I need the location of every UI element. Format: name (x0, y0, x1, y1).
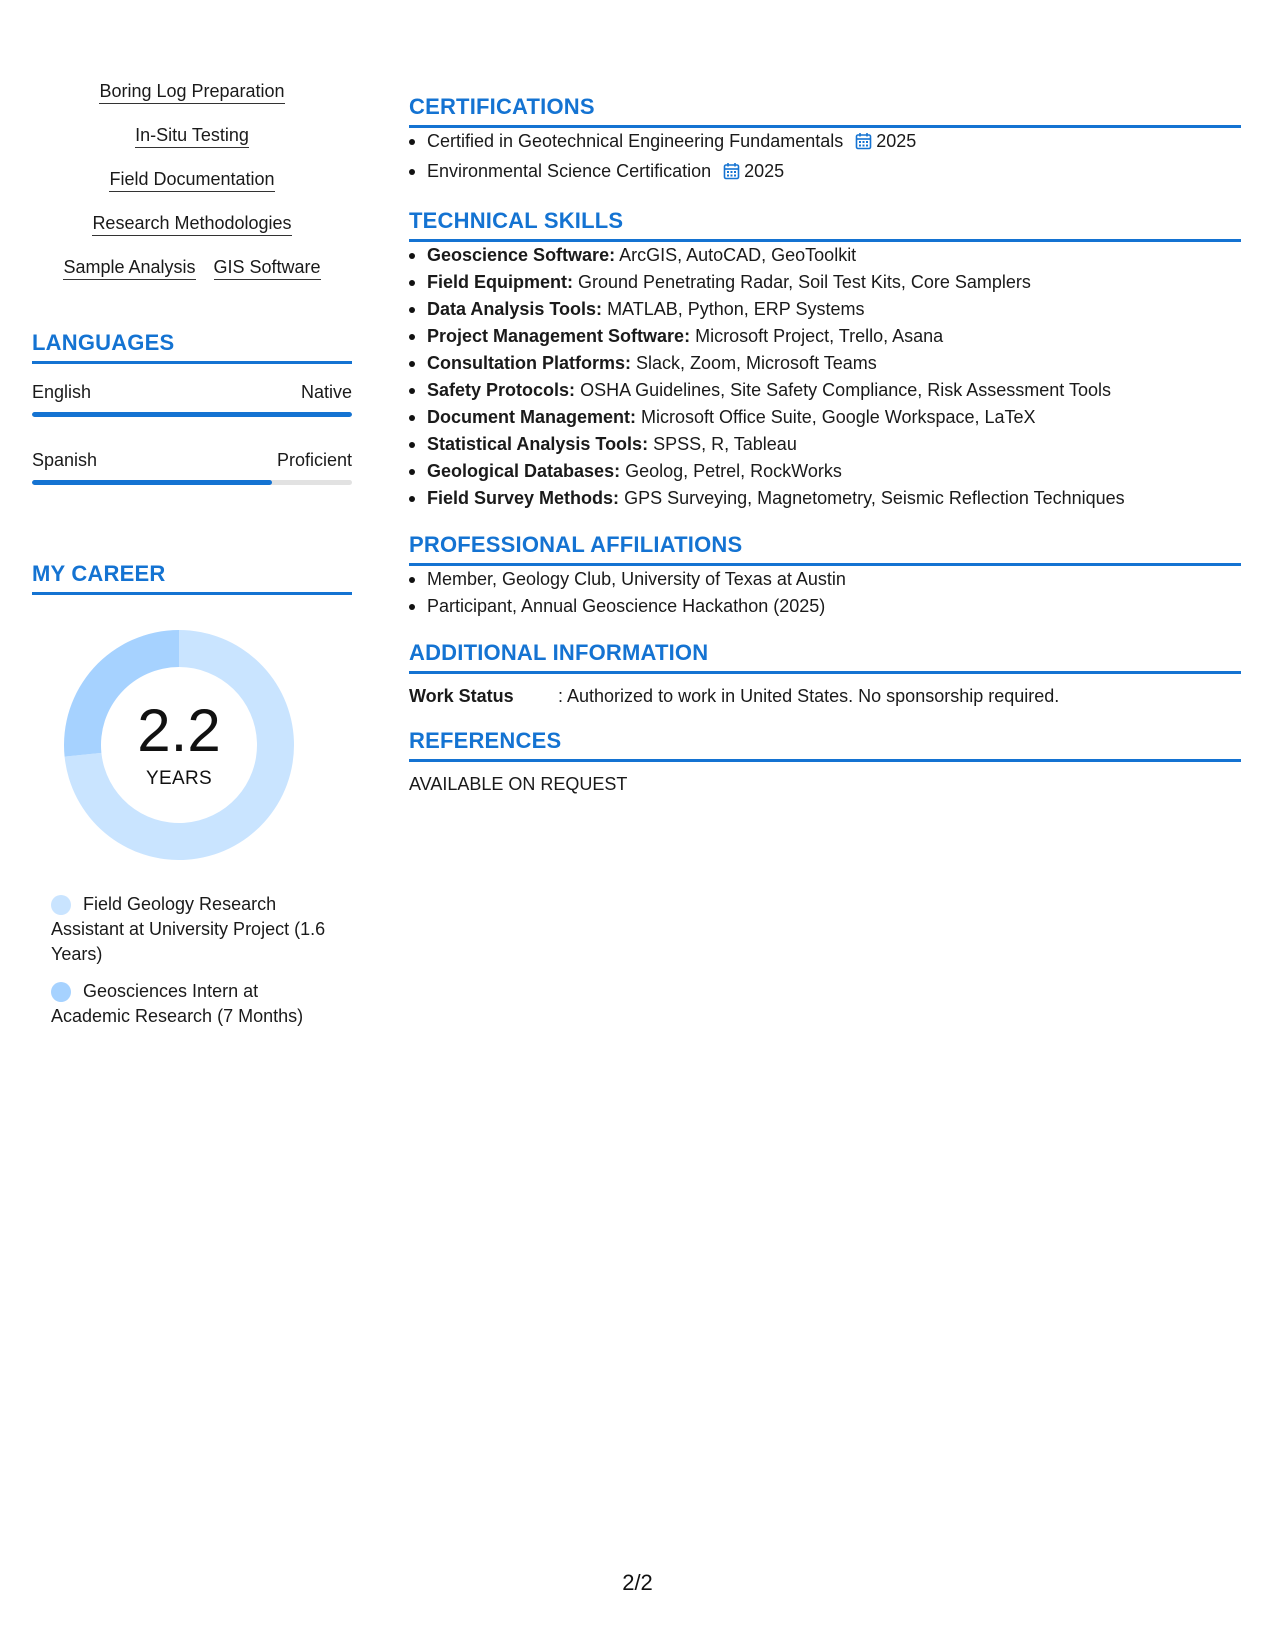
additional-info-title: ADDITIONAL INFORMATION (409, 640, 1241, 674)
skill-values: OSHA Guidelines, Site Safety Compliance, Risk Assessment Tools (580, 380, 1111, 400)
work-status-value: : Authorized to work in United States. No sponsorship required. (558, 686, 1060, 706)
skill-values: MATLAB, Python, ERP Systems (607, 299, 865, 319)
affiliations-list (409, 566, 1241, 620)
affiliations-title: PROFESSIONAL AFFILIATIONS (409, 532, 1241, 566)
skill-tag: Boring Log Preparation (99, 80, 284, 104)
affiliations-section (409, 532, 1241, 620)
skill-values: Slack, Zoom, Microsoft Teams (636, 353, 877, 373)
technical-skill-item (409, 431, 1241, 458)
languages-section (32, 330, 352, 485)
page-number: 2/2 (622, 1570, 653, 1595)
career-title: MY CAREER (32, 561, 352, 595)
technical-skill-item (409, 323, 1241, 350)
career-legend-item (51, 892, 341, 967)
technical-skill-item (409, 242, 1241, 269)
additional-info-section (409, 640, 1241, 708)
skill-category: Geological Databases: (427, 461, 621, 481)
work-status-label: Work Status (409, 686, 514, 706)
affiliation-item: Member, Geology Club, University of Texas at Austin (409, 566, 1241, 593)
skill-category: Field Survey Methods: (427, 488, 620, 508)
language-level-fill (32, 412, 352, 417)
certification-name: Certified in Geotechnical Engineering Fundamentals (427, 131, 844, 151)
skill-category: Document Management: (427, 407, 637, 427)
language-item (32, 381, 352, 417)
skill-category: Safety Protocols: (427, 380, 576, 400)
skill-values: Geolog, Petrel, RockWorks (625, 461, 842, 481)
career-legend-label: Geosciences Intern at Academic Research (7 Months) (51, 981, 304, 1026)
career-section (32, 561, 352, 1029)
certification-year: 2025 (876, 131, 917, 151)
language-item (32, 449, 352, 485)
career-legend-item (51, 979, 341, 1029)
technical-skill-item (409, 269, 1241, 296)
skill-values: ArcGIS, AutoCAD, GeoToolkit (619, 245, 857, 265)
language-level: Native (300, 382, 352, 402)
skill-category: Data Analysis Tools: (427, 299, 603, 319)
career-donut-chart (64, 630, 294, 860)
technical-skill-item (409, 350, 1241, 377)
technical-skills-title: TECHNICAL SKILLS (409, 208, 1241, 242)
technical-skill-item (409, 485, 1241, 512)
skill-values: Ground Penetrating Radar, Soil Test Kits, Core Samplers (578, 272, 1031, 292)
language-level-bar (32, 412, 352, 417)
technical-skill-item (409, 404, 1241, 431)
technical-skill-item (409, 377, 1241, 404)
work-status-row (409, 684, 1241, 708)
language-level-bar (32, 480, 352, 485)
language-name: Spanish (32, 450, 98, 470)
skill-tag: GIS Software (214, 256, 321, 280)
skill-tag: Sample Analysis (63, 256, 195, 280)
skill-tags (32, 80, 352, 280)
certification-name: Environmental Science Certification (427, 161, 712, 181)
language-name: English (32, 382, 92, 402)
career-legend (32, 892, 341, 1029)
affiliation-item: Participant, Annual Geoscience Hackathon (2025) (409, 593, 1241, 620)
language-level-fill (32, 480, 272, 485)
career-total-years: 2.2 (137, 697, 221, 764)
legend-dot (51, 895, 71, 915)
career-total-unit: YEARS (146, 768, 212, 789)
technical-skills-list (409, 242, 1241, 512)
skill-values: GPS Surveying, Magnetometry, Seismic Reflection Techniques (624, 488, 1125, 508)
right-column (409, 94, 1241, 816)
certification-item (409, 128, 1241, 158)
references-title: REFERENCES (409, 728, 1241, 762)
skill-category: Field Equipment: (427, 272, 573, 292)
skill-category: Statistical Analysis Tools: (427, 434, 649, 454)
technical-skills-section (409, 208, 1241, 512)
language-level: Proficient (276, 450, 352, 470)
skill-category: Project Management Software: (427, 326, 691, 346)
skill-values: Microsoft Project, Trello, Asana (695, 326, 944, 346)
skill-category: Consultation Platforms: (427, 353, 632, 373)
certifications-title: CERTIFICATIONS (409, 94, 1241, 128)
career-legend-label: Field Geology Research Assistant at University Project (1.6 Years) (51, 894, 326, 964)
skill-values: Microsoft Office Suite, Google Workspace, LaTeX (641, 407, 1036, 427)
technical-skill-item (409, 296, 1241, 323)
skill-tag: In-Situ Testing (135, 124, 249, 148)
references-text: AVAILABLE ON REQUEST (409, 774, 628, 794)
references-section (409, 728, 1241, 796)
technical-skill-item (409, 458, 1241, 485)
certifications-list (409, 128, 1241, 188)
certification-year: 2025 (744, 161, 785, 181)
skill-values: SPSS, R, Tableau (653, 434, 797, 454)
skill-category: Geoscience Software: (427, 245, 616, 265)
left-column (32, 80, 352, 1041)
calendar-icon (723, 161, 740, 188)
certifications-section (409, 94, 1241, 188)
skill-tag: Research Methodologies (92, 212, 291, 236)
certification-item (409, 158, 1241, 188)
skill-tag: Field Documentation (109, 168, 274, 192)
languages-title: LANGUAGES (32, 330, 352, 364)
legend-dot (51, 982, 71, 1002)
calendar-icon (855, 131, 872, 158)
